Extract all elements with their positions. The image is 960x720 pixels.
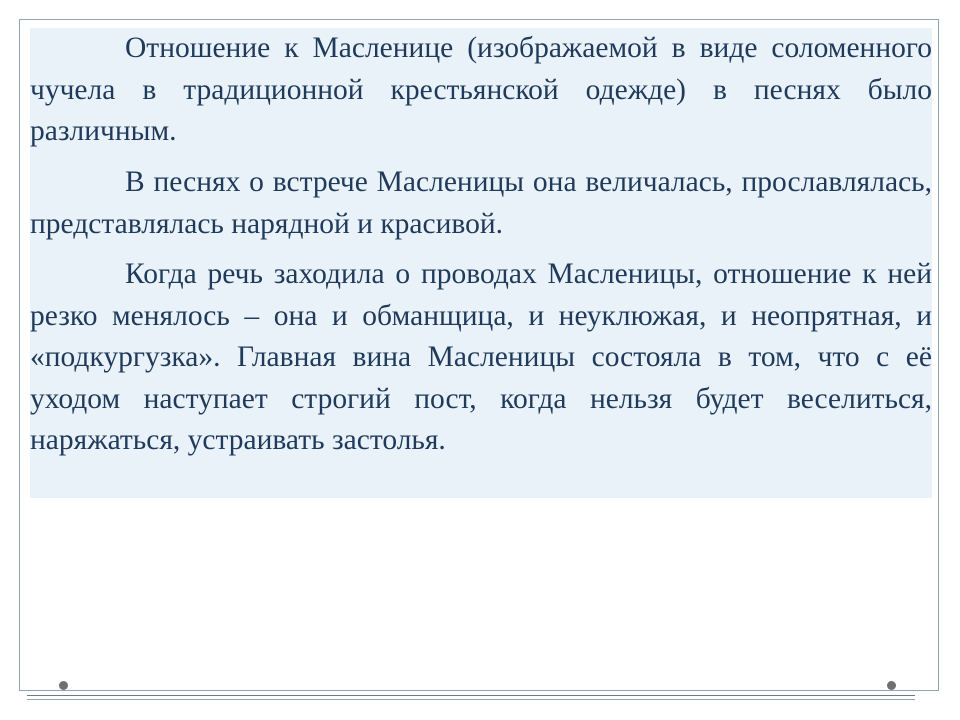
left-dot-decoration — [59, 681, 68, 690]
text-block — [30, 28, 932, 498]
right-dot-decoration — [887, 681, 896, 690]
paragraph-3: Когда речь заходила о проводах Масленицы, отношение к ней резко менялось – она и обманщица, и неуклюжая, и неопрятная, и «подкургузка». Главная вина Масленицы состояла в том, что с её уходом наступает строгий пост, когда нельзя будет веселиться, наряжаться, устраивать застолья. — [30, 258, 932, 456]
bottom-rule-line-secondary — [27, 699, 915, 700]
paragraph-1: Отношение к Масленице (изображаемой в виде соломенного чучела в традиционной крестьянской одежде) в песнях было различным. — [30, 32, 932, 147]
slide-frame — [19, 19, 939, 691]
bottom-rule-line — [27, 695, 915, 696]
paragraph-2: В песнях о встрече Масленицы она величалась, прославлялась, представлялась нарядной и красивой. — [30, 166, 932, 240]
